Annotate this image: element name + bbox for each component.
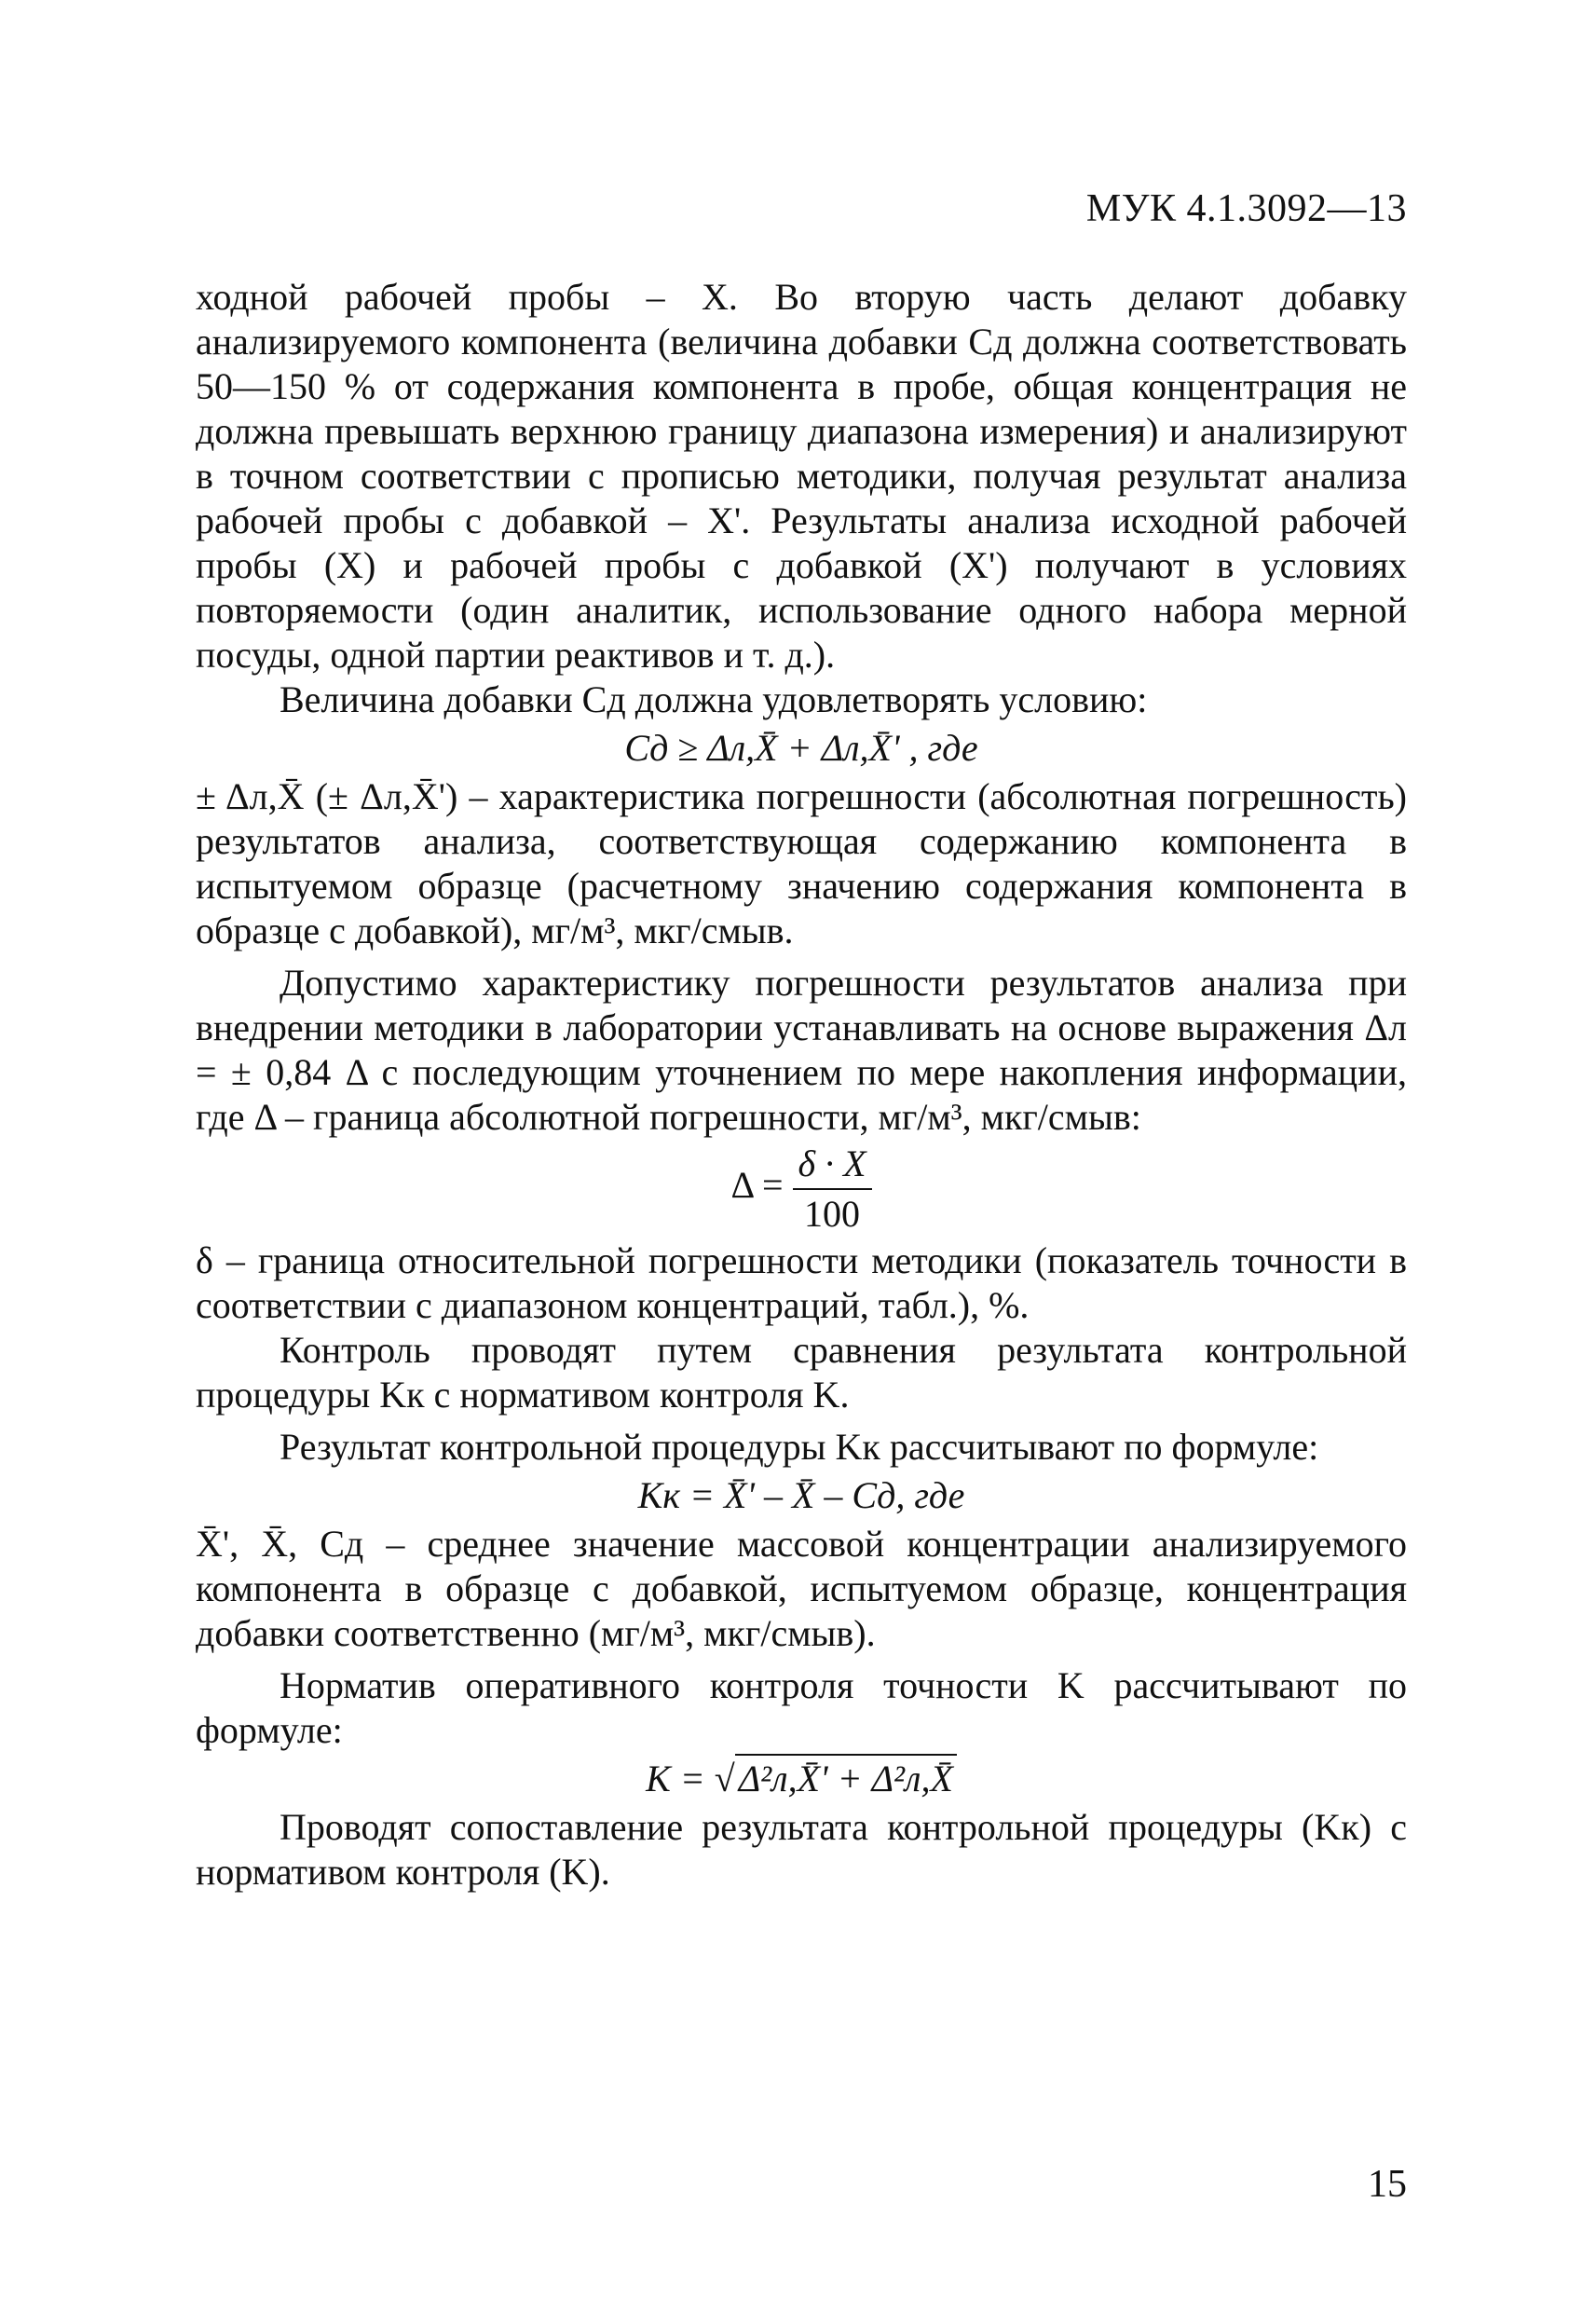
sqrt-radicand: Δ²л,X̄' + Δ²л,X̄ — [735, 1754, 957, 1802]
fraction — [793, 1140, 872, 1238]
formula-control-procedure: Kк = X̄' – X̄ – Cд, где — [637, 1474, 965, 1516]
formula-absolute-error — [196, 1140, 1407, 1238]
paragraph-error-estimate: Допустимо характеристику погрешности результатов анализа при внедрении методики в лаборатории устанавливать на основе выражения Δл = ± 0,84 Δ с последующим уточнением по мере накопления информации, где Δ – граница абсолютной погрешности, мг/м³, мкг/смыв: — [196, 962, 1407, 1138]
paragraph-relative-error: δ – граница относительной погрешности методики (показатель точности в соответствии с диапазоном концентраций, табл.), %. — [196, 1239, 1407, 1326]
paragraph-comparison: Проводят сопоставление результата контрольной процедуры (Kк) с нормативом контроля (K). — [196, 1806, 1407, 1893]
fraction-denominator: 100 — [804, 1193, 861, 1235]
paragraph-sample-addition: ходной рабочей пробы – X. Во вторую часть делают добавку анализируемого компонента (величина добавки Cд должна соответствовать 50—150 % от содержания компонента в пробе, общая концентрация не должна превышать верхнюю границу диапазона измерения) и анализируют в точном соответствии с прописью методики, получая результат анализа рабочей пробы с добавкой – X'. Результаты анализа исходной рабочей пробы (X) и рабочей пробы с добавкой (X') получают в условиях повторяемости (один аналитик, использование одного набора мерной посуды, одной партии реактивов и т. д.). — [196, 276, 1407, 676]
document-id-header: МУК 4.1.3092—13 — [1085, 187, 1407, 230]
formula-accuracy-standard — [196, 1753, 1407, 1805]
paragraph-control-comparison: Контроль проводят путем сравнения результата контрольной процедуры Kк с нормативом контроля K. — [196, 1329, 1407, 1416]
paragraph-error-characteristic: ± Δл,X̄ (± Δл,X̄') – характеристика погрешности (абсолютная погрешность) результатов анализа, соответствующая содержанию компонента в испытуемом образце (расчетному значению содержания компонента в образце с добавкой), мг/м³, мкг/смыв. — [196, 775, 1407, 951]
paragraph-addition-condition: Величина добавки Cд должна удовлетворять условию: — [280, 678, 1148, 720]
formula-absolute-error-lhs: Δ = — [730, 1164, 784, 1207]
page-number: 15 — [1368, 2163, 1407, 2206]
paragraph-mean-values: X̄', X̄, Cд – среднее значение массовой концентрации анализируемого компонента в образце с добавкой, испытуемом образце, концентрация добавки соответственно (мг/м³, мкг/смыв). — [196, 1523, 1407, 1654]
paragraph-control-procedure: Результат контрольной процедуры Kк рассчитывают по формуле: — [280, 1426, 1319, 1468]
sqrt-sign: √ — [714, 1758, 735, 1799]
document-body — [196, 275, 1407, 1895]
formula-accuracy-lhs: K = — [646, 1758, 705, 1799]
paragraph-accuracy-standard: Норматив оперативного контроля точности K рассчитывают по формуле: — [196, 1664, 1407, 1751]
formula-addition-condition: Cд ≥ Δл,X̄ + Δл,X̄' , где — [624, 727, 978, 769]
fraction-numerator: δ · X — [793, 1140, 872, 1190]
